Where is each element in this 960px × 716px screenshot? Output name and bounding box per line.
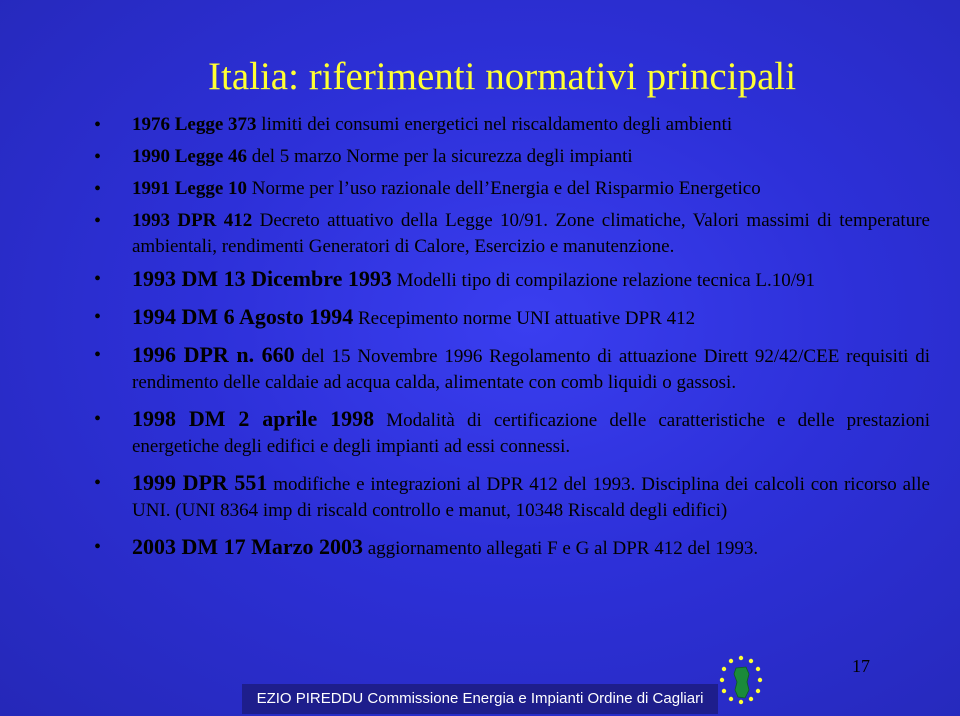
regulation-description: del 15 Novembre 1996 Regolamento di attuazione Dirett 92/42/CEE requisiti di rendimento delle caldaie ad acqua calda, alimentate con comb liquidi o gassosi. [132, 346, 931, 393]
eu-stars-sardinia-icon [712, 652, 770, 716]
bullet-icon: • [94, 306, 102, 328]
regulation-reference: 1993 DPR 412 [132, 210, 253, 231]
list-item [90, 406, 930, 460]
list-item [90, 534, 930, 562]
regulation-description: aggiornamento allegati F e G al DPR 412 del 1993. [362, 538, 759, 559]
regulation-reference: 1996 DPR n. 660 [132, 342, 295, 367]
list-item [90, 470, 930, 524]
list-item [90, 208, 930, 260]
list-item [90, 144, 930, 170]
list-item [90, 342, 930, 396]
bullet-icon: • [94, 268, 102, 290]
regulation-reference: 1990 Legge 46 [132, 146, 248, 167]
list-item [90, 304, 930, 332]
regulation-reference: 1999 DPR 551 [132, 470, 268, 495]
footer-bar: EZIO PIREDDU Commissione Energia e Impianti Ordine di Cagliari [242, 684, 718, 714]
regulation-description: modifiche e integrazioni al DPR 412 del 1993. Disciplina dei calcoli con ricorso alle UNI. (UNI 8364 imp di riscald controllo e manut, 10348 Riscald degli edifici) [132, 474, 930, 521]
regulation-reference: 1991 Legge 10 [132, 178, 248, 199]
bullet-icon: • [94, 536, 102, 558]
list-item [90, 176, 930, 202]
regulation-description: Norme per l’uso razionale dell’Energia e del Risparmio Energetico [247, 178, 761, 199]
bullet-icon: • [94, 344, 102, 366]
regulation-reference: 1993 DM 13 Dicembre 1993 [132, 266, 392, 291]
regulation-reference: 1998 DM 2 aprile 1998 [132, 406, 375, 431]
regulation-description: Decreto attuativo della Legge 10/91. Zone climatiche, Valori massimi di temperature ambientali, rendimenti Generatori di Calore, Esercizio e manutenzione. [132, 210, 930, 257]
slide-title: Italia: riferimenti normativi principali [208, 55, 797, 98]
list-item [90, 266, 930, 294]
regulation-reference: 1976 Legge 373 [132, 114, 257, 135]
bullet-icon: • [94, 472, 102, 494]
regulation-list [90, 112, 930, 562]
bullet-icon: • [94, 210, 102, 232]
regulation-reference: 1994 DM 6 Agosto 1994 [132, 304, 354, 329]
regulation-reference: 2003 DM 17 Marzo 2003 [132, 534, 363, 559]
regulation-description: limiti dei consumi energetici nel riscaldamento degli ambienti [256, 114, 733, 135]
page-number: 17 [852, 656, 870, 676]
bullet-icon: • [94, 178, 102, 200]
regulation-description: Recepimento norme UNI attuative DPR 412 [353, 308, 696, 329]
bullet-icon: • [94, 114, 102, 136]
bullet-icon: • [94, 146, 102, 168]
regulation-description: del 5 marzo Norme per la sicurezza degli impianti [247, 146, 633, 167]
list-item [90, 112, 930, 138]
regulation-description: Modelli tipo di compilazione relazione tecnica L.10/91 [391, 270, 816, 291]
bullet-icon: • [94, 408, 102, 430]
regulation-description: Modalità di certificazione delle caratteristiche e delle prestazioni energetiche degli edifici e degli impianti ad essi connessi. [132, 410, 930, 457]
